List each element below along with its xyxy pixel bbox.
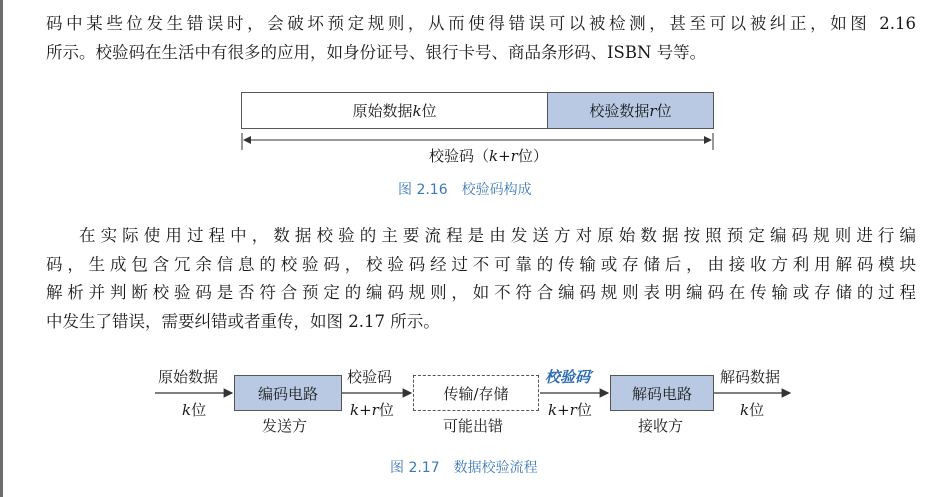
channel-box: 传输/存储 bbox=[413, 375, 539, 411]
decoder-box: 解码电路 bbox=[610, 375, 714, 411]
decoder-role: 接收方 bbox=[638, 417, 684, 435]
paragraph-2-line-1: 在实际使用过程中，数据校验的主要流程是由发送方对原始数据按照预定编码规则进行编 bbox=[79, 226, 916, 245]
check-data-label: 校验数据 bbox=[589, 102, 650, 120]
codeword-width: k+r位 bbox=[350, 401, 394, 419]
encoder-box: 编码电路 bbox=[234, 375, 342, 411]
raw-data-var: k bbox=[412, 101, 422, 120]
paragraph-2-line-2: 码，生成包含冗余信息的校验码，校验码经过不可靠的传输或存储后，由接收方利用解码模块 bbox=[46, 254, 916, 274]
codeword-label: 校验码 bbox=[347, 368, 393, 386]
raw-data-unit: 位 bbox=[421, 102, 437, 120]
check-data-var: r bbox=[649, 101, 657, 120]
channel-note: 可能出错 bbox=[443, 417, 504, 435]
paragraph-2-line-4: 中发生了错误，需要纠错或者重传，如图 2.17 所示。 bbox=[46, 311, 440, 331]
paragraph-1-line-2: 所示。校验码在生活中有很多的应用，如身份证号、银行卡号、商品条形码、ISBN 号等。 bbox=[46, 42, 707, 62]
encoder-role: 发送方 bbox=[262, 417, 308, 435]
received-width: k+r位 bbox=[548, 401, 592, 419]
figure-2-17-caption: 图 2.17 数据校验流程 bbox=[390, 460, 538, 476]
received-codeword-label: 校验码′ bbox=[545, 368, 594, 386]
input-width: k位 bbox=[182, 401, 207, 419]
raw-data-label: 原始数据 bbox=[352, 102, 413, 120]
paragraph-2 bbox=[46, 222, 916, 336]
output-width: k位 bbox=[740, 401, 765, 419]
check-data-unit: 位 bbox=[656, 102, 672, 120]
figure-2-16-caption: 图 2.16 校验码构成 bbox=[398, 182, 532, 198]
paragraph-2-line-3: 解析并判断校验码是否符合预定的编码规则，如不符合编码规则表明编码在传输或存储的过程 bbox=[46, 283, 916, 302]
output-label: 解码数据 bbox=[720, 368, 781, 386]
input-label: 原始数据 bbox=[158, 368, 219, 386]
paragraph-1-line-1: 码中某些位发生错误时，会破坏预定规则，从而使得错误可以被检测，甚至可以被纠正，如图 2.16 bbox=[46, 14, 916, 33]
codeword-span-label: 校验码（k+r位） bbox=[429, 147, 548, 165]
